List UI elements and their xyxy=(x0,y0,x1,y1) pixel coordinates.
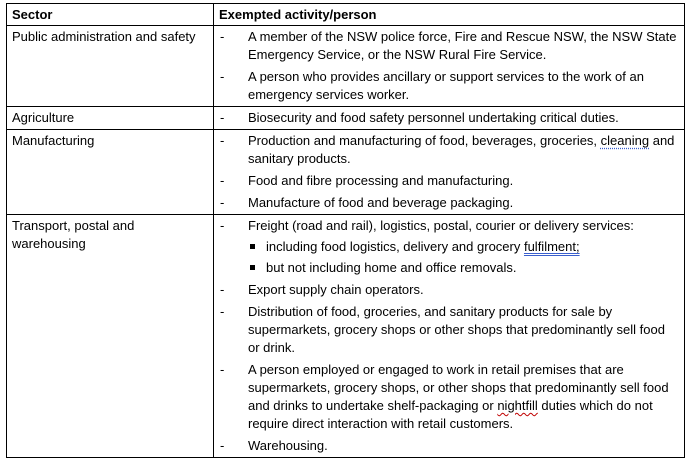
text-segment: including food logistics, delivery and grocery xyxy=(266,239,524,254)
dash-bullet: - xyxy=(220,438,225,453)
dash-bullet: - xyxy=(220,218,225,233)
list-item xyxy=(220,281,678,299)
grammar-marked-word: fulfilment; xyxy=(523,239,580,254)
activity-cell xyxy=(214,215,685,458)
square-bullet-icon xyxy=(250,265,255,270)
list-item xyxy=(220,217,678,235)
list-item xyxy=(220,28,678,64)
dash-bullet: - xyxy=(220,195,225,210)
list-item xyxy=(220,361,678,433)
list-item-text: A person who provides ancillary or support services to the work of an emergency services worker. xyxy=(248,69,644,102)
text-segment: A person employed or engaged to work in retail premises that are supermarkets, grocery shops, or other shops that predominantly sell food and drinks to undertake shelf-packaging or xyxy=(248,362,669,413)
dash-bullet: - xyxy=(220,304,225,319)
grammar-marked-word: cleaning xyxy=(600,133,650,148)
text-segment: Production and manufacturing of food, beverages, groceries, xyxy=(248,133,601,148)
exemptions-table xyxy=(6,3,685,458)
dash-bullet: - xyxy=(220,110,225,125)
activity-cell xyxy=(214,130,685,215)
sector-cell: Agriculture xyxy=(7,107,214,130)
table-row xyxy=(7,26,685,107)
list-item xyxy=(220,132,678,168)
sub-list-item-text xyxy=(266,239,580,254)
list-item-text: Food and fibre processing and manufacturing. xyxy=(248,173,514,188)
activity-cell xyxy=(214,107,685,130)
dash-bullet: - xyxy=(220,29,225,44)
spelling-marked-word: nightfill xyxy=(497,398,538,413)
list-item xyxy=(220,68,678,104)
list-item-text: Biosecurity and food safety personnel undertaking critical duties. xyxy=(248,110,619,125)
table-row xyxy=(7,130,685,215)
list-item-text: Export supply chain operators. xyxy=(248,282,424,297)
sector-cell: Transport, postal and warehousing xyxy=(7,215,214,458)
list-item xyxy=(220,109,678,127)
table-row xyxy=(7,107,685,130)
list-item xyxy=(220,303,678,357)
sector-cell: Public administration and safety xyxy=(7,26,214,107)
sub-list-item-text: but not including home and office removals. xyxy=(266,260,517,275)
list-item xyxy=(220,194,678,212)
list-item-text: Distribution of food, groceries, and sanitary products for sale by supermarkets, grocery shops or other shops that predominantly sell food or drink. xyxy=(248,304,665,355)
dash-bullet: - xyxy=(220,69,225,84)
list-item xyxy=(220,437,678,455)
table-row xyxy=(7,215,685,458)
square-bullet-icon xyxy=(250,244,255,249)
dash-bullet: - xyxy=(220,133,225,148)
list-item-text xyxy=(248,133,674,166)
list-item xyxy=(220,172,678,190)
list-item-text: Warehousing. xyxy=(248,438,328,453)
activity-cell xyxy=(214,26,685,107)
text-segment: and sanitary products. xyxy=(248,133,675,166)
list-item-text: A member of the NSW police force, Fire and Rescue NSW, the NSW State Emergency Service, or the NSW Rural Fire Service. xyxy=(248,29,677,62)
text-segment: duties which do not require direct interaction with retail customers. xyxy=(248,398,653,431)
sector-column-header: Sector xyxy=(7,4,214,26)
sector-cell: Manufacturing xyxy=(7,130,214,215)
sub-list-item xyxy=(220,259,678,277)
dash-bullet: - xyxy=(220,282,225,297)
dash-bullet: - xyxy=(220,362,225,377)
header-row xyxy=(7,4,685,26)
list-item-text: Freight (road and rail), logistics, postal, courier or delivery services: xyxy=(248,218,634,233)
list-item-text xyxy=(248,362,669,431)
sub-list-item xyxy=(220,238,678,256)
activity-column-header: Exempted activity/person xyxy=(214,4,685,26)
list-item-text: Manufacture of food and beverage packaging. xyxy=(248,195,514,210)
dash-bullet: - xyxy=(220,173,225,188)
